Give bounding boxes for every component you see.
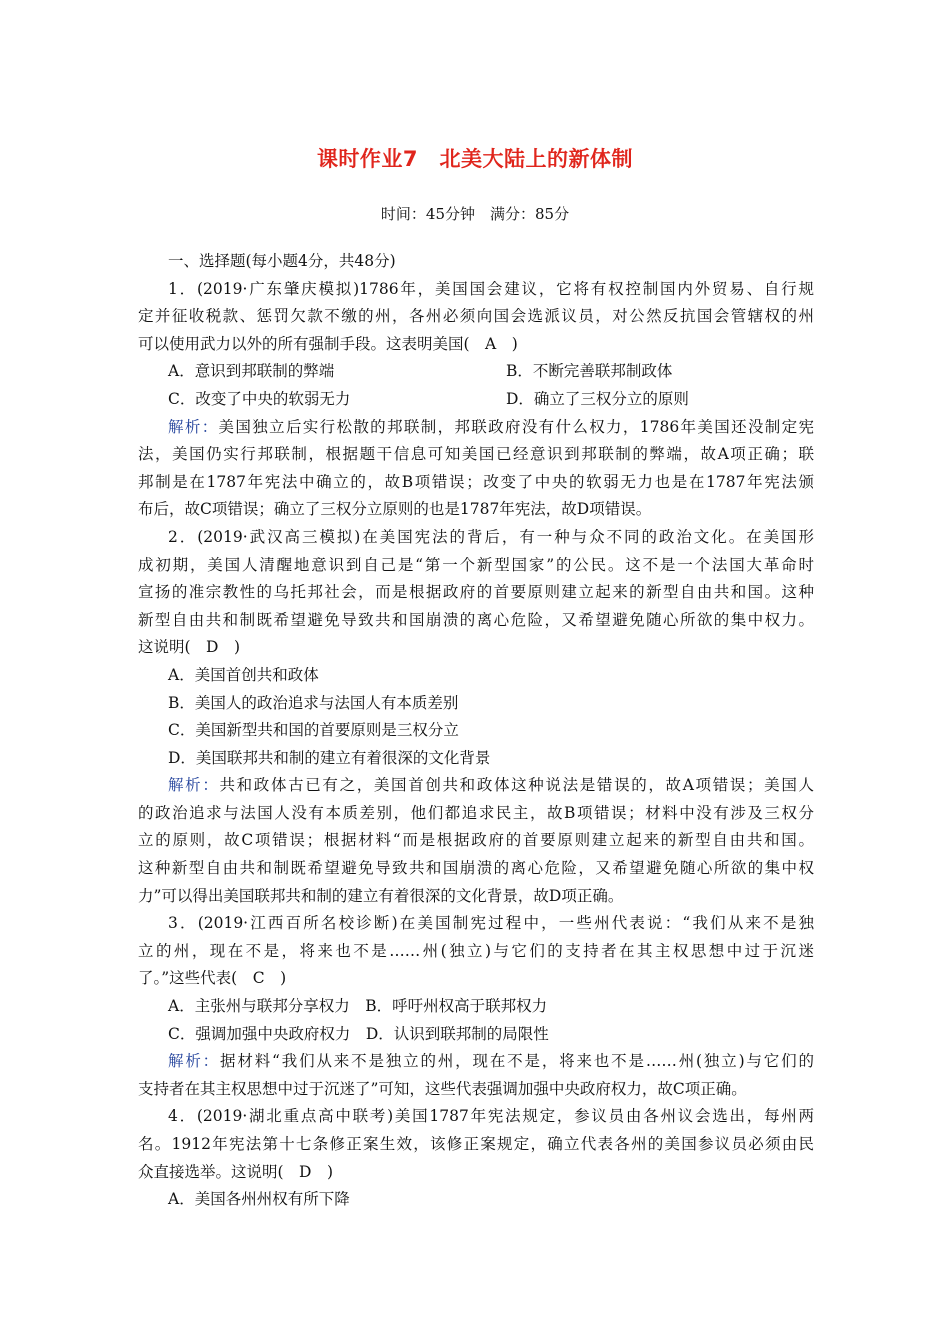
question-text-line: 3．(2019·江西百所名校诊断)在美国制宪过程中，一些州代表说：“我们从来不是独 [168,914,814,933]
option-row [138,358,814,386]
analysis-line: 邦制是在1787年宪法中确立的，故B项错误；改变了中央的软弱无力也是在1787年宪法颁 [138,472,814,491]
question-text-line: 这说明( D ) [138,638,241,657]
option-row-ab: A．主张州与联邦分享权力 B．呼吁州权高于联邦权力 [168,997,548,1016]
question-text-line: 成初期，美国人清醒地意识到自己是“第一个新型国家”的公民。这不是一个法国大革命时 [138,555,814,574]
question-text-line: 定并征收税款、惩罚欠款不缴的州，各州必须向国会选派议员，对公然反抗国会管辖权的州 [138,307,814,326]
analysis-text: 美国独立后实行松散的邦联制，邦联政府没有什么权力，1786年美国还没制定宪 [218,417,814,436]
question-text-line: 1．(2019·广东肇庆模拟)1786年，美国国会建议，它将有权控制国内外贸易、自行规 [168,279,814,298]
option-b: B．美国人的政治追求与法国人有本质差别 [168,693,459,712]
option-row-cd: C．强调加强中央政府权力 D．认识到联邦制的局限性 [168,1024,549,1043]
section-heading: 一、选择题(每小题4分，共48分) [168,252,396,270]
option-a: A．美国首创共和政体 [168,665,319,684]
option-row [138,386,814,414]
question-text-line: 了。”这些代表( C ) [138,969,287,988]
analysis-text: 据材料“我们从来不是独立的州，现在不是，将来也不是……州(独立)与它们的 [220,1052,814,1071]
question-text-line: 2．(2019·武汉高三模拟)在美国宪法的背后，有一种与众不同的政治文化。在美国形 [168,527,814,546]
question-text-line: 名。1912年宪法第十七条修正案生效，该修正案规定，确立代表各州的美国参议员必须由民 [138,1135,814,1153]
question-2 [138,524,814,910]
question-3 [138,910,814,1103]
analysis-line: 力”可以得出美国联邦共和制的建立有着很深的文化背景，故D项正确。 [138,886,624,905]
option-a: A．美国各州州权有所下降 [168,1190,350,1209]
analysis-line: 布后，故C项错误；确立了三权分立原则的也是1787年宪法，故D项错误。 [138,500,652,519]
analysis-text: 共和政体古已有之，美国首创共和政体这种说法是错误的，故A项错误；美国人 [219,776,814,795]
question-4 [138,1103,814,1213]
analysis-line: 的政治追求与法国人没有本质差别，他们都追求民主，故B项错误；材料中没有涉及三权分 [138,803,814,822]
analysis-line [138,1048,814,1076]
option-c: C．改变了中央的软弱无力 [168,389,351,408]
question-text-line: 可以使用武力以外的所有强制手段。这表明美国( A ) [138,334,518,353]
option-d: D．美国联邦共和制的建立有着很深的文化背景 [168,748,491,767]
analysis-line [138,772,814,800]
option-b: B．不断完善联邦制政体 [506,362,673,381]
analysis-line [138,414,814,442]
option-d: D．确立了三权分立的原则 [506,389,689,408]
analysis-line: 这种新型自由共和制既希望避免导致共和国崩溃的离心危险，又希望避免随心所欲的集中权 [138,859,814,878]
question-1 [138,276,814,524]
exam-info: 时间：45分钟 满分：85分 [380,205,570,223]
option-a: A．意识到邦联制的弊端 [168,362,335,381]
page-title: 课时作业7 北美大陆上的新体制 [316,147,634,171]
question-text-line: 新型自由共和制既希望避免导致共和国崩溃的离心危险，又希望避免随心所欲的集中权力。 [138,610,814,629]
question-text-line: 宣扬的准宗教性的乌托邦社会，而是根据政府的首要原则建立起来的新型自由共和国。这种 [138,583,814,602]
document-body [138,248,814,1214]
analysis-label: 解析： [168,1052,221,1071]
analysis-line: 支持者在其主权思想中过于沉迷了”可知，这些代表强调加强中央政府权力，故C项正确。 [138,1079,747,1098]
question-text-line: 众直接选举。这说明( D ) [138,1162,334,1181]
analysis-line: 法，美国仍实行邦联制，根据题干信息可知美国已经意识到邦联制的弊端，故A项正确；联 [138,445,814,464]
analysis-label: 解析： [168,776,220,795]
option-c: C．美国新型共和国的首要原则是三权分立 [168,721,459,740]
analysis-line: 立的原则，故C项错误；根据材料“而是根据政府的首要原则建立起来的新型自由共和国。 [138,831,814,850]
question-text-line: 4．(2019·湖北重点高中联考)美国1787年宪法规定，参议员由各州议会选出，每州两 [168,1107,814,1126]
question-text-line: 立的州，现在不是，将来也不是……州(独立)与它们的支持者在其主权思想中过于沉迷 [138,941,814,960]
analysis-label: 解析： [168,417,219,436]
